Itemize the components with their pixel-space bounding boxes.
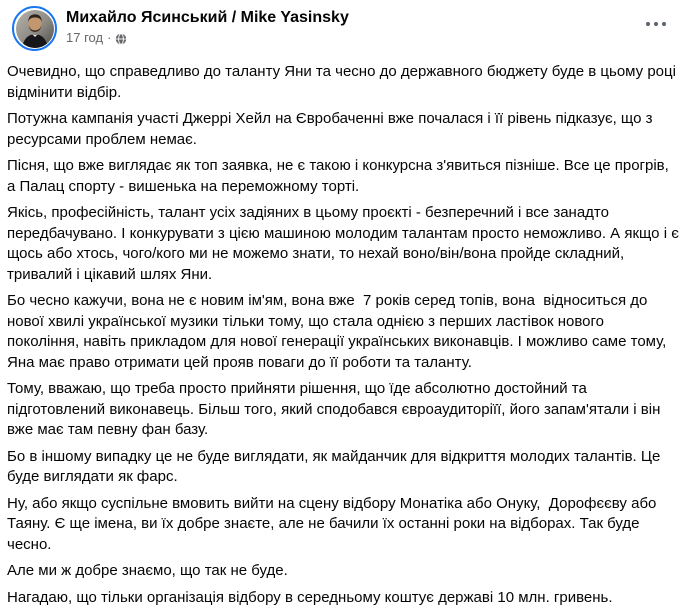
post-paragraph: Пісня, що вже виглядає як топ заявка, не є такою і конкурсна з'явиться пізніше. Все це прогрів, а Палац спорту - вишенька на переможному торті.	[7, 156, 680, 197]
dot-separator: ·	[107, 30, 111, 46]
avatar[interactable]	[12, 6, 57, 51]
post-paragraph: Якісь, професійність, талант усіх задіяних в цьому проєкті - безперечний і все занадто передбачувано. І конкурувати з цією машиною молодим талантам просто неможливо. А якщо і є щось або хтось, чого/кого ми не можемо знати, то нехай воно/він/вона пройде складний, тривалий і цікавий шлях Яни.	[7, 203, 680, 285]
post-body	[0, 51, 688, 608]
post-paragraph: Нагадаю, що тільки організація відбору в середньому коштує державі 10 млн. гривень.	[7, 588, 680, 608]
profile-photo-icon	[16, 10, 54, 48]
globe-icon	[115, 33, 127, 45]
author-name[interactable]: Михайло Ясинський / Mike Yasinsky	[66, 8, 349, 28]
post-paragraph: Потужна кампанія участі Джеррі Хейл на Євробаченні вже почалася і її рівень підказує, що з ресурсами проблем немає.	[7, 109, 680, 150]
post-meta	[66, 30, 349, 46]
timestamp[interactable]: 17 год	[66, 30, 103, 46]
post-paragraph: Ну, або якщо суспільне вмовить вийти на сцену відбору Монатіка або Онуку, Дорофєєву або Таяну. Є ще імена, ви їх добре знаєте, але не бачили їх останні роки на відборах. Так буде чесно.	[7, 494, 680, 556]
post-paragraph: Але ми ж добре знаємо, що так не буде.	[7, 561, 680, 582]
header-text	[66, 6, 349, 46]
more-options-button[interactable]	[640, 12, 672, 36]
post-paragraph: Тому, вважаю, що треба просто прийняти рішення, що їде абсолютно достойний та підготовлений виконавець. Більш того, який сподобався євроаудиторіїї, його запам'ятали і він вже має там певну фан базу.	[7, 379, 680, 441]
post-header	[0, 0, 688, 51]
ellipsis-icon	[645, 21, 667, 27]
post-paragraph: Бо чесно кажучи, вона не є новим ім'ям, вона вже 7 років серед топів, вона відноситься до нової хвилі української музики тільки тому, що стала однією з перших ластівок нового покоління, навіть прикладом для нової генерації українських виконавців. І можливо саме тому, Яна має право отримати цей прояв поваги до її роботи та таланту.	[7, 291, 680, 373]
post-paragraph: Бо в іншому випадку це не буде виглядати, як майданчик для відкриття молодих талантів. Це буде виглядати як фарс.	[7, 447, 680, 488]
post-paragraph: Очевидно, що справедливо до таланту Яни та чесно до державного бюджету буде в цьому році відмінити відбір.	[7, 62, 680, 103]
